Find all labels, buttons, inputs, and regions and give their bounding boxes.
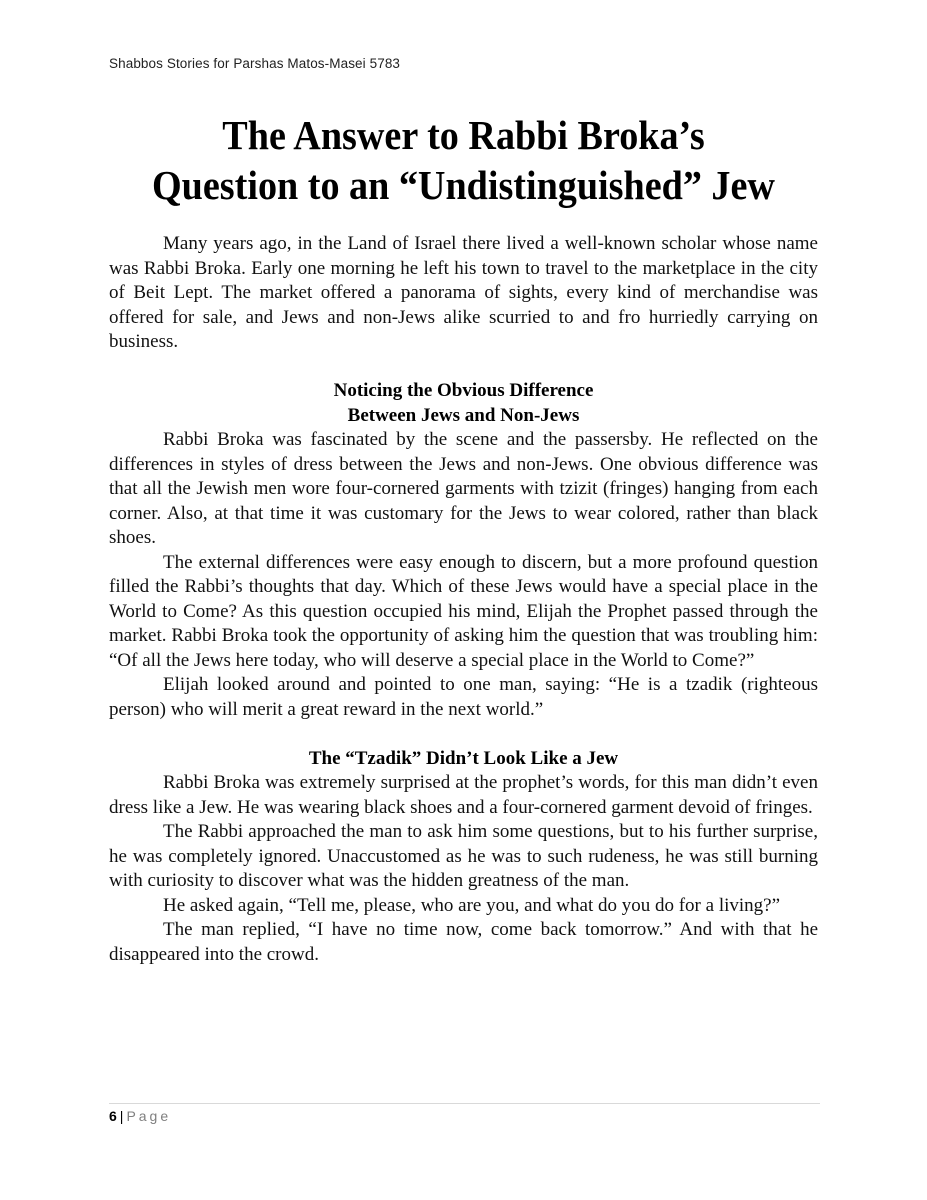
- page-number: 6: [109, 1108, 117, 1124]
- article-title: [125, 110, 801, 210]
- section-heading-line-1: Noticing the Obvious Difference: [333, 380, 594, 401]
- footer-divider: [109, 1103, 820, 1104]
- running-header: Shabbos Stories for Parshas Matos-Masei 5783: [109, 56, 401, 71]
- section-tzadik: [109, 747, 818, 968]
- paragraph: Rabbi Broka was fascinated by the scene and the passersby. He reflected on the differences in styles of dress between the Jews and non-Jews. One obvious difference was that all the Jewish men wore four-cornered garments with tzizit (fringes) hanging from each corner. Also, at that time it was customary for the Jews to wear colored, rather than black shoes.: [109, 429, 818, 548]
- article-title-line-1: The Answer to Rabbi Broka’s: [222, 112, 705, 158]
- page-label: Page: [126, 1108, 172, 1124]
- section-spacer: [109, 355, 818, 380]
- paragraph: He asked again, “Tell me, please, who are you, and what do you do for a living?”: [163, 894, 781, 916]
- section-noticing-difference: [109, 379, 818, 722]
- paragraph: Many years ago, in the Land of Israel there lived a well-known scholar whose name was Rabbi Broka. Early one morning he left his town to travel to the marketplace in the city of Beit Lept. The market offered a panorama of sights, every kind of merchandise was offered for sale, and Jews and non-Jews alike scurried to and fro hurriedly carrying on business.: [109, 233, 818, 352]
- paragraph: Elijah looked around and pointed to one man, saying: “He is a tzadik (righteous person) who will merit a great reward in the next world.”: [109, 674, 818, 720]
- article-body: [109, 232, 818, 967]
- paragraph: The man replied, “I have no time now, come back tomorrow.” And with that he disappeared into the crowd.: [109, 919, 818, 965]
- intro-section: [109, 232, 818, 355]
- section-heading: [109, 379, 818, 428]
- section-spacer: [109, 722, 818, 747]
- footer-separator: |: [119, 1108, 124, 1124]
- article-title-line-2: Question to an “Undistinguished” Jew: [152, 162, 775, 208]
- section-heading: The “Tzadik” Didn’t Look Like a Jew: [308, 747, 619, 769]
- page-footer: [109, 1107, 171, 1125]
- paragraph: The Rabbi approached the man to ask him some questions, but to his further surprise, he was completely ignored. Unaccustomed as he was to such rudeness, he was still burning with curiosity to discover what was the hidden greatness of the man.: [109, 821, 818, 891]
- paragraph: The external differences were easy enough to discern, but a more profound question filled the Rabbi’s thoughts that day. Which of these Jews would have a special place in the World to Come? As this question occupied his mind, Elijah the Prophet passed through the market. Rabbi Broka took the opportunity of asking him the question that was troubling him: “Of all the Jews here today, who will deserve a special place in the World to Come?”: [109, 551, 818, 671]
- section-heading-line-2: Between Jews and Non-Jews: [347, 404, 580, 426]
- paragraph: Rabbi Broka was extremely surprised at the prophet’s words, for this man didn’t even dress like a Jew. He was wearing black shoes and a four-cornered garment devoid of fringes.: [109, 772, 818, 818]
